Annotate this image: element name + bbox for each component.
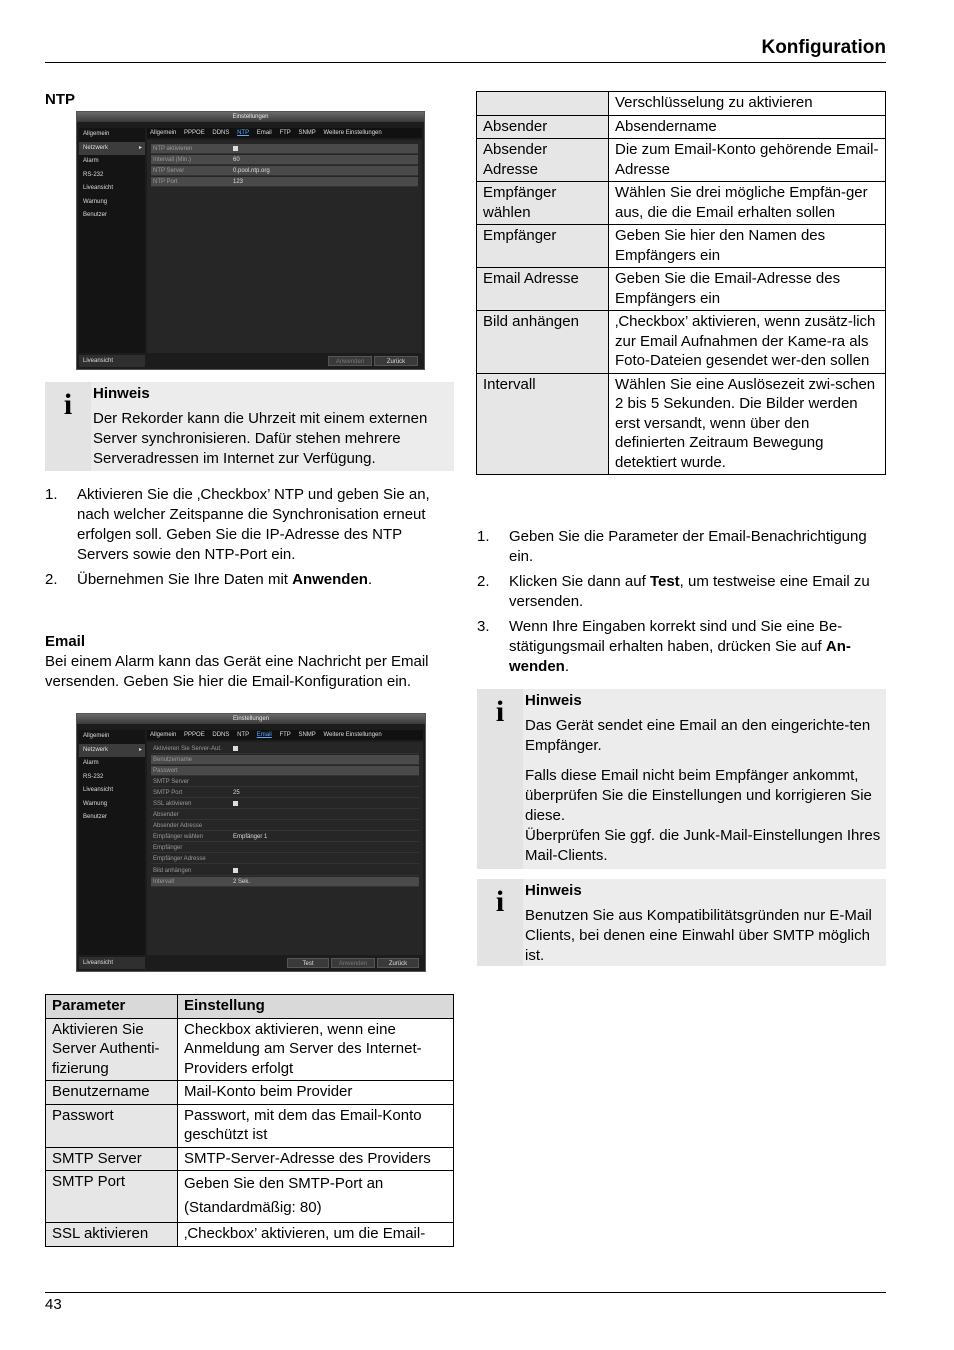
screenshot-panel bbox=[147, 140, 422, 353]
list-item bbox=[45, 570, 454, 590]
screenshot-sidebar bbox=[79, 128, 145, 353]
list-text: Geben Sie die Parameter der Email-Benachrichtigung ein. bbox=[509, 528, 867, 565]
list-text: Wenn Ihre Eingaben korrekt sind und Sie eine Be-stätigungsmail erhalten haben, drücken Sie auf bbox=[509, 618, 843, 655]
table-cell-param: Passwort bbox=[46, 1104, 178, 1147]
table-row bbox=[46, 1104, 454, 1147]
row-value[interactable]: 0.pool.ntp.org bbox=[233, 168, 270, 174]
table-cell-value: Verschlüsselung zu aktivieren bbox=[609, 92, 886, 116]
list-number: 1. bbox=[45, 486, 58, 503]
table-cell-param: Email Adresse bbox=[477, 268, 609, 311]
password-row[interactable] bbox=[151, 766, 419, 776]
username-row[interactable] bbox=[151, 755, 419, 765]
tab-ddns[interactable]: DDNS bbox=[212, 130, 230, 136]
email-intro: Bei einem Alarm kann das Gerät eine Nachricht per Email versenden. Geben Sie hier die Email-Konfiguration ein. bbox=[45, 653, 429, 690]
sidebar-item-user[interactable]: Benutzer bbox=[83, 814, 108, 820]
sidebar-item-general[interactable]: Allgemein bbox=[83, 733, 110, 739]
row-label: Absender bbox=[153, 812, 179, 818]
sidebar-item-liveview[interactable]: Liveansicht bbox=[83, 787, 114, 793]
list-item bbox=[45, 485, 454, 565]
row-value[interactable]: 2 Sek. bbox=[233, 879, 251, 885]
sidebar-item-label: Netzwerk bbox=[83, 746, 109, 753]
list-text: . bbox=[564, 658, 570, 675]
sidebar-item-rs232[interactable]: RS-232 bbox=[83, 773, 104, 780]
hint-title: Hinweis bbox=[525, 882, 582, 899]
screenshot-tabs bbox=[147, 128, 422, 138]
screenshot-panel bbox=[147, 742, 423, 955]
tab-pppoe[interactable]: PPPOE bbox=[184, 732, 205, 738]
hint-icon-area bbox=[477, 689, 523, 869]
table-row bbox=[477, 182, 886, 225]
sender-row[interactable] bbox=[151, 810, 419, 820]
test-button[interactable]: Test bbox=[287, 958, 329, 968]
table-cell-value: Checkbox aktivieren, wenn eine Anmeldung am Server des Internet-Providers erfolgt bbox=[178, 1018, 454, 1081]
sidebar-item-warning[interactable]: Warnung bbox=[83, 198, 108, 205]
tab-more-settings[interactable]: Weitere Einstellungen bbox=[323, 732, 382, 738]
attach-image-row[interactable] bbox=[151, 866, 419, 876]
table-cell-param: Benutzername bbox=[46, 1081, 178, 1105]
table-cell-param: SSL aktivieren bbox=[46, 1223, 178, 1247]
hint-text: Benutzen Sie aus Kompatibilitätsgründen nur E-Mail Clients, bei denen eine Einwahl über SMTP möglich ist. bbox=[525, 907, 872, 964]
header-rule bbox=[45, 62, 886, 63]
table-cell-param: Empfänger bbox=[477, 225, 609, 268]
row-value[interactable]: Empfänger 1 bbox=[233, 834, 268, 840]
hint-text: Der Rekorder kann die Uhrzeit mit einem externen Server synchronisieren. Dafür stehen mehrere Serveradressen im Internet zur Verfügung. bbox=[93, 410, 428, 467]
tab-snmp[interactable]: SNMP bbox=[298, 130, 316, 136]
checkbox[interactable] bbox=[233, 868, 238, 873]
row-label: Intervall bbox=[153, 879, 175, 885]
list-number: 1. bbox=[477, 528, 490, 545]
recipient-row[interactable] bbox=[151, 843, 419, 853]
email-heading: Email bbox=[45, 633, 86, 650]
list-item bbox=[477, 572, 886, 612]
table-header: Einstellung bbox=[178, 995, 454, 1019]
row-value[interactable]: 123 bbox=[233, 179, 244, 185]
tab-general[interactable]: Allgemein bbox=[150, 732, 177, 738]
table-cell-value: ‚Checkbox’ aktivieren, wenn zusätz-lich zur Email Aufnahmen der Kame-ra als Foto-Dateien gesendet wer-den sollen bbox=[609, 311, 886, 374]
chevron-right-icon: ▸ bbox=[138, 144, 142, 151]
table-cell-param: Absender bbox=[477, 115, 609, 139]
table-cell-param: SMTP Server bbox=[46, 1147, 178, 1171]
table-cell-value: ‚Checkbox’ aktivieren, um die Email- bbox=[178, 1223, 454, 1247]
list-number: 2. bbox=[477, 573, 490, 590]
table-cell-param bbox=[477, 92, 609, 116]
list-item bbox=[477, 617, 886, 677]
select-recipient-row[interactable] bbox=[151, 832, 419, 842]
table-row bbox=[477, 92, 886, 116]
page-header-title: Konfiguration bbox=[761, 37, 886, 58]
row-value[interactable]: 60 bbox=[233, 157, 240, 163]
table-header-row bbox=[46, 995, 454, 1019]
info-icon: i bbox=[495, 885, 505, 918]
list-number: 2. bbox=[45, 571, 58, 588]
back-button[interactable]: Zurück bbox=[374, 356, 418, 366]
hint-text: Falls diese Email nicht beim Empfänger ankommt, überprüfen Sie die Einstellungen und korrigieren Sie diese. bbox=[525, 767, 872, 824]
table-cell-value: SMTP-Server-Adresse des Providers bbox=[178, 1147, 454, 1171]
email-settings-screenshot bbox=[76, 713, 426, 972]
liveview-button[interactable]: Liveansicht bbox=[79, 957, 145, 969]
hint-title: Hinweis bbox=[93, 385, 150, 402]
list-text: , um testweise eine Email zu versenden. bbox=[509, 573, 870, 610]
sidebar-item-label: Netzwerk bbox=[83, 144, 109, 151]
ssl-row[interactable] bbox=[151, 799, 419, 809]
tab-pppoe[interactable]: PPPOE bbox=[184, 130, 205, 136]
table-cell-param: Intervall bbox=[477, 373, 609, 475]
table-cell-value: Wählen Sie drei mögliche Empfän-ger aus, die die Email erhalten sollen bbox=[609, 182, 886, 225]
table-cell-value: Geben Sie den SMTP-Port an (Standardmäßig: 80) bbox=[178, 1171, 454, 1223]
table-row bbox=[477, 268, 886, 311]
table-cell-value: Geben Sie hier den Namen des Empfängers ein bbox=[609, 225, 886, 268]
table-row bbox=[477, 139, 886, 182]
list-text: Klicken Sie dann auf bbox=[509, 573, 650, 590]
list-text: . bbox=[367, 571, 373, 588]
screenshot-title: Einstellungen bbox=[77, 112, 424, 122]
tab-ddns[interactable]: DDNS bbox=[212, 732, 230, 738]
apply-button[interactable]: Anwenden bbox=[328, 356, 372, 366]
table-cell-value: Mail-Konto beim Provider bbox=[178, 1081, 454, 1105]
sidebar-item-alarm[interactable]: Alarm bbox=[83, 760, 99, 766]
tab-email[interactable]: Email bbox=[256, 130, 272, 136]
ntp-interval-row[interactable] bbox=[151, 155, 418, 165]
footer-rule bbox=[45, 1292, 886, 1293]
list-bold: An-wenden bbox=[509, 638, 851, 675]
list-text: Übernehmen Sie Ihre Daten mit bbox=[77, 571, 293, 588]
table-header: Parameter bbox=[46, 995, 178, 1019]
table-row bbox=[46, 1081, 454, 1105]
row-label: Aktivieren Sie Server-Aut. bbox=[153, 746, 222, 752]
table-cell-value: Absendername bbox=[609, 115, 886, 139]
row-label: Empfänger wählen bbox=[153, 834, 204, 840]
sidebar-item-general[interactable]: Allgemein bbox=[83, 131, 110, 137]
ntp-server-row[interactable] bbox=[151, 166, 418, 176]
row-label: Empfänger Adresse bbox=[153, 856, 206, 862]
checkbox[interactable] bbox=[233, 746, 238, 751]
table-row bbox=[477, 225, 886, 268]
row-label: SMTP Port bbox=[153, 790, 183, 796]
list-item bbox=[477, 527, 886, 567]
table-cell-param: Empfänger wählen bbox=[477, 182, 609, 225]
email-steps bbox=[477, 527, 886, 682]
tab-email[interactable]: Email bbox=[256, 732, 272, 738]
row-label: Absender Adresse bbox=[153, 823, 203, 829]
table-cell-value: Die zum Email-Konto gehörende Email-Adresse bbox=[609, 139, 886, 182]
tab-ntp[interactable]: NTP bbox=[237, 130, 250, 136]
hint-text: Überprüfen Sie ggf. die Junk-Mail-Einstellungen Ihres Mail-Clients. bbox=[525, 827, 881, 864]
table-cell-param: Aktivieren Sie Server Authenti-fizierung bbox=[46, 1018, 178, 1081]
hint-title: Hinweis bbox=[525, 692, 582, 709]
info-icon: i bbox=[63, 388, 73, 421]
smtp-port-row[interactable] bbox=[151, 788, 419, 798]
table-row bbox=[477, 115, 886, 139]
info-icon: i bbox=[495, 695, 505, 728]
ntp-settings-screenshot bbox=[76, 111, 425, 370]
tab-more-settings[interactable]: Weitere Einstellungen bbox=[323, 130, 382, 136]
screenshot-tabs bbox=[147, 730, 423, 740]
row-label: SSL aktivieren bbox=[153, 801, 192, 807]
email-params-table-left bbox=[45, 994, 454, 1247]
smtp-server-row[interactable] bbox=[151, 777, 419, 787]
sidebar-item-network[interactable] bbox=[79, 142, 145, 156]
email-hint-box-1 bbox=[477, 689, 886, 869]
row-label: NTP Port bbox=[153, 179, 178, 185]
ntp-hint-box bbox=[45, 382, 454, 471]
table-row bbox=[477, 311, 886, 374]
interval-row[interactable] bbox=[151, 877, 419, 887]
hint-icon-area bbox=[477, 879, 523, 966]
chevron-right-icon: ▸ bbox=[138, 746, 142, 753]
email-hint-box-2 bbox=[477, 879, 886, 966]
tab-general[interactable]: Allgemein bbox=[150, 130, 177, 136]
email-params-table-right bbox=[476, 91, 886, 475]
row-label: NTP aktivieren bbox=[153, 146, 193, 152]
table-cell-value: Wählen Sie eine Auslösezeit zwi-schen 2 bis 5 Sekunden. Die Bilder werden erst versandt, wenn über den definierten Zeitraum Bewegung detektiert wurde. bbox=[609, 373, 886, 475]
row-value[interactable]: 25 bbox=[233, 790, 240, 796]
tab-ntp[interactable]: NTP bbox=[237, 732, 250, 738]
ntp-heading: NTP bbox=[45, 91, 75, 108]
table-row bbox=[46, 1018, 454, 1081]
row-label: Intervall (Min.) bbox=[153, 157, 192, 163]
table-cell-value: Passwort, mit dem das Email-Konto geschützt ist bbox=[178, 1104, 454, 1147]
liveview-button[interactable]: Liveansicht bbox=[79, 355, 145, 367]
sidebar-item-alarm[interactable]: Alarm bbox=[83, 158, 99, 164]
list-bold: Test bbox=[649, 573, 680, 590]
list-bold: Anwenden bbox=[292, 571, 368, 588]
recipient-address-row[interactable] bbox=[151, 854, 419, 864]
tab-ftp[interactable]: FTP bbox=[279, 130, 291, 136]
list-number: 3. bbox=[477, 618, 490, 635]
tab-ftp[interactable]: FTP bbox=[279, 732, 291, 738]
screenshot-sidebar bbox=[79, 730, 145, 955]
table-row bbox=[46, 1223, 454, 1247]
ntp-port-row[interactable] bbox=[151, 177, 418, 187]
table-cell-param: SMTP Port bbox=[46, 1171, 178, 1223]
hint-icon-area bbox=[45, 382, 91, 471]
sidebar-item-warning[interactable]: Warnung bbox=[83, 800, 108, 807]
row-label: Benutzername bbox=[153, 757, 193, 763]
table-row bbox=[46, 1171, 454, 1223]
row-label: Empfänger bbox=[153, 845, 183, 851]
row-label: Passwort bbox=[153, 768, 178, 774]
server-auth-row[interactable] bbox=[151, 744, 419, 754]
row-label: NTP Server bbox=[153, 168, 185, 174]
tab-snmp[interactable]: SNMP bbox=[298, 732, 316, 738]
table-cell-param: Bild anhängen bbox=[477, 311, 609, 374]
sender-address-row[interactable] bbox=[151, 821, 419, 831]
table-cell-param: Absender Adresse bbox=[477, 139, 609, 182]
row-label: Bild anhängen bbox=[153, 868, 192, 874]
ntp-enable-row[interactable] bbox=[151, 144, 418, 154]
ntp-steps bbox=[45, 485, 454, 595]
screenshot-title: Einstellungen bbox=[77, 714, 425, 724]
apply-button[interactable]: Anwenden bbox=[331, 958, 375, 968]
list-text: Aktivieren Sie die ‚Checkbox’ NTP und geben Sie an, nach welcher Zeitspanne die Synchronisation erneut erfolgen soll. Geben Sie die IP-Adresse des NTP Servers sowie den NTP-Port ein. bbox=[77, 486, 430, 563]
checkbox[interactable] bbox=[233, 146, 238, 151]
sidebar-item-user[interactable]: Benutzer bbox=[83, 212, 108, 218]
sidebar-item-network[interactable] bbox=[79, 744, 145, 758]
table-row bbox=[477, 373, 886, 475]
table-row bbox=[46, 1147, 454, 1171]
back-button[interactable]: Zurück bbox=[377, 958, 419, 968]
sidebar-item-rs232[interactable]: RS-232 bbox=[83, 171, 104, 178]
table-cell-value: Geben Sie die Email-Adresse des Empfängers ein bbox=[609, 268, 886, 311]
page-number: 43 bbox=[45, 1296, 62, 1313]
row-label: SMTP Server bbox=[153, 779, 189, 785]
sidebar-item-liveview[interactable]: Liveansicht bbox=[83, 185, 114, 191]
checkbox[interactable] bbox=[233, 801, 238, 806]
hint-text: Das Gerät sendet eine Email an den eingerichte-ten Empfänger. bbox=[525, 717, 871, 754]
